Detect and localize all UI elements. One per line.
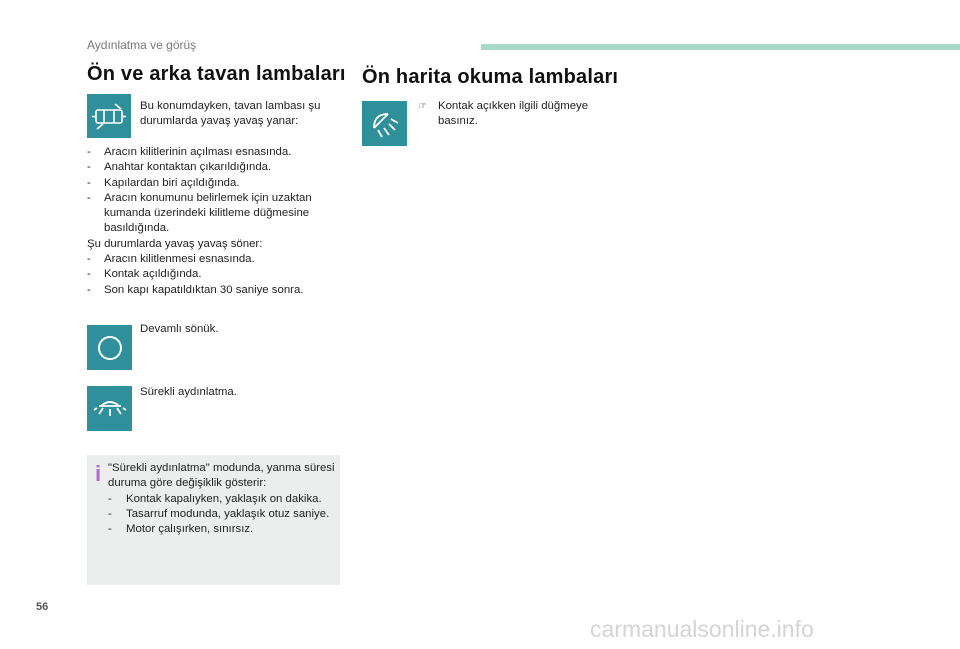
off-heading: Şu durumlarda yavaş yavaş söner:	[87, 237, 263, 250]
map-light-instruction: Kontak açıkken ilgili düğmeye basınız.	[438, 100, 589, 128]
left-section-title: Ön ve arka tavan lambaları	[87, 63, 346, 85]
door-mode-intro: Bu konumdayken, tavan lambası şu durumlarda yavaş yavaş yanar:	[140, 100, 321, 128]
info-list	[108, 492, 336, 538]
list-item: - Son kapı kapatıldıktan 30 saniye sonra.	[87, 283, 337, 298]
list-item: - Kapılardan biri açıldığında.	[87, 176, 337, 191]
page-number: 56	[36, 601, 49, 613]
info-text	[108, 461, 336, 537]
map-reading-light-icon	[362, 101, 407, 146]
on-mode-label: Sürekli aydınlatma.	[140, 386, 237, 398]
arrow-bullet-icon: ☞	[418, 101, 427, 112]
off-conditions-list	[87, 252, 337, 298]
watermark: carmanualsonline.info	[590, 616, 814, 642]
right-section-title: Ön harita okuma lambaları	[362, 66, 619, 88]
list-item: - Motor çalışırken, sınırsız.	[108, 522, 336, 537]
list-item: - Kontak kapalıyken, yaklaşık on dakika.	[108, 492, 336, 507]
info-box	[87, 455, 340, 585]
dome-light-door-mode-icon	[87, 94, 131, 138]
list-item: - Aracın kilitlenmesi esnasında.	[87, 252, 337, 267]
list-item: - Kontak açıldığında.	[87, 267, 337, 282]
list-item: - Tasarruf modunda, yaklaşık otuz saniye.	[108, 507, 336, 522]
off-mode-label: Devamlı sönük.	[140, 323, 219, 335]
light-on-icon	[87, 386, 132, 431]
list-item: - Anahtar kontaktan çıkarıldığında.	[87, 160, 337, 175]
section-header: Aydınlatma ve görüş	[87, 38, 197, 52]
list-item: - Aracın konumunu belirlemek için uzaktan kumanda üzerindeki kilitleme düğmesine basıldığında.	[87, 191, 337, 237]
list-item: - Aracın kilitlerinin açılması esnasında.	[87, 145, 337, 160]
light-off-icon	[87, 325, 132, 370]
header-accent-bar	[481, 44, 960, 50]
on-conditions-list	[87, 145, 337, 237]
dome-light-description	[87, 145, 337, 298]
info-icon: i	[95, 461, 102, 486]
info-intro: "Sürekli aydınlatma" modunda, yanma süresi duruma göre değişiklik gösterir:	[108, 462, 335, 490]
